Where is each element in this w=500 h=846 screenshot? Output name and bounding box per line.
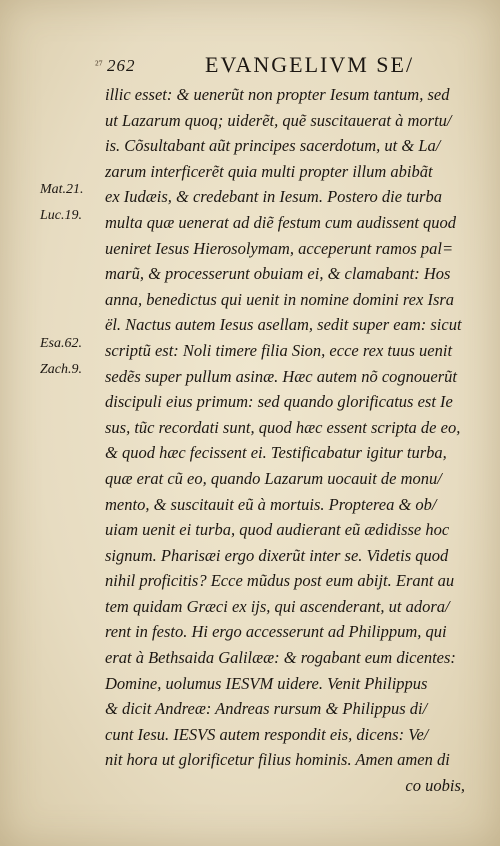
text-line: is. Cõsultabant aũt principes sacerdotum, ut & La/ (105, 136, 441, 156)
text-line: discipuli eius primum: sed quando glorificatus est Ie (105, 392, 453, 412)
page-header (95, 50, 495, 78)
text-line: ueniret Iesus Hierosolymam, acceperunt ramos pal= (105, 238, 454, 258)
text-line: multa quæ uenerat ad diẽ festum cum audissent quod (105, 212, 457, 232)
text-line: ut Lazarum quoq; uiderẽt, quẽ suscitauerat à mortu/ (105, 110, 452, 130)
text-line: uiam uenit ei turba, quod audierant eũ ædidisse hoc (105, 520, 450, 540)
text-line: tem quidam Græci ex ijs, qui ascenderant, ut adora/ (105, 596, 450, 616)
text-line: ël. Nactus autem Iesus asellam, sedit super eam: sicut (105, 315, 462, 335)
text-line: sedẽs super pullum asinæ. Hæc autem nõ cognouerũt (105, 366, 457, 386)
text-line: erat à Bethsaida Galilææ: & rogabant eum dicentes: (105, 648, 456, 668)
margin-note-mat: Mat.21. (40, 182, 84, 197)
body-text (105, 82, 485, 799)
margin-note-zach: Zach.9. (40, 362, 82, 377)
margin-note-esa: Esa.62. (40, 336, 82, 351)
text-line: marũ, & processerunt obuiam ei, & clamabant: Hos (105, 264, 451, 284)
text-line: rent in festo. Hi ergo accesserunt ad Philippum, qui (105, 622, 447, 642)
text-line: nihil proficitis? Ecce mũdus post eum abijt. Erant au (105, 571, 455, 591)
text-line: scriptũ est: Noli timere filia Sion, ecce rex tuus uenit (105, 340, 453, 360)
running-title: EVANGELIVM SE/ (205, 52, 415, 77)
margin-note-luc: Luc.19. (40, 208, 82, 223)
header-mark: ²⁷ (95, 58, 103, 72)
text-line: illic esset: & uenerũt non propter Iesum tantum, sed (105, 85, 450, 104)
text-line: signum. Pharisæi ergo dixerũt inter se. Videtis quod (105, 545, 449, 565)
text-line: cunt Iesu. IESVS autem respondit eis, dicens: Ve/ (105, 724, 429, 744)
text-line: ex Iudæis, & credebant in Iesum. Postero die turba (105, 187, 442, 207)
text-line: quæ erat cũ eo, quando Lazarum uocauit de monu/ (105, 468, 442, 488)
text-line: nit hora ut glorificetur filius hominis. Amen amen di (105, 750, 450, 770)
text-line: & dicit Andreæ: Andreas rursum & Philippus di/ (105, 699, 428, 719)
text-line: zarum interficerẽt quia multi propter illum abibãt (105, 161, 433, 181)
text-line: mento, & suscitauit eũ à mortuis. Propterea & ob/ (105, 494, 437, 514)
text-line: & quod hæc fecissent ei. Testificabatur igitur turba, (105, 443, 447, 463)
text-line: Domine, uolumus IESVM uidere. Venit Philippus (105, 673, 428, 693)
catchword: co uobis, (405, 776, 465, 796)
text-line: anna, benedictus qui uenit in nomine domini rex Isra (105, 289, 455, 309)
page-number: 262 (107, 56, 136, 75)
text-line: sus, tũc recordati sunt, quod hæc essent scripta de eo, (105, 417, 461, 437)
